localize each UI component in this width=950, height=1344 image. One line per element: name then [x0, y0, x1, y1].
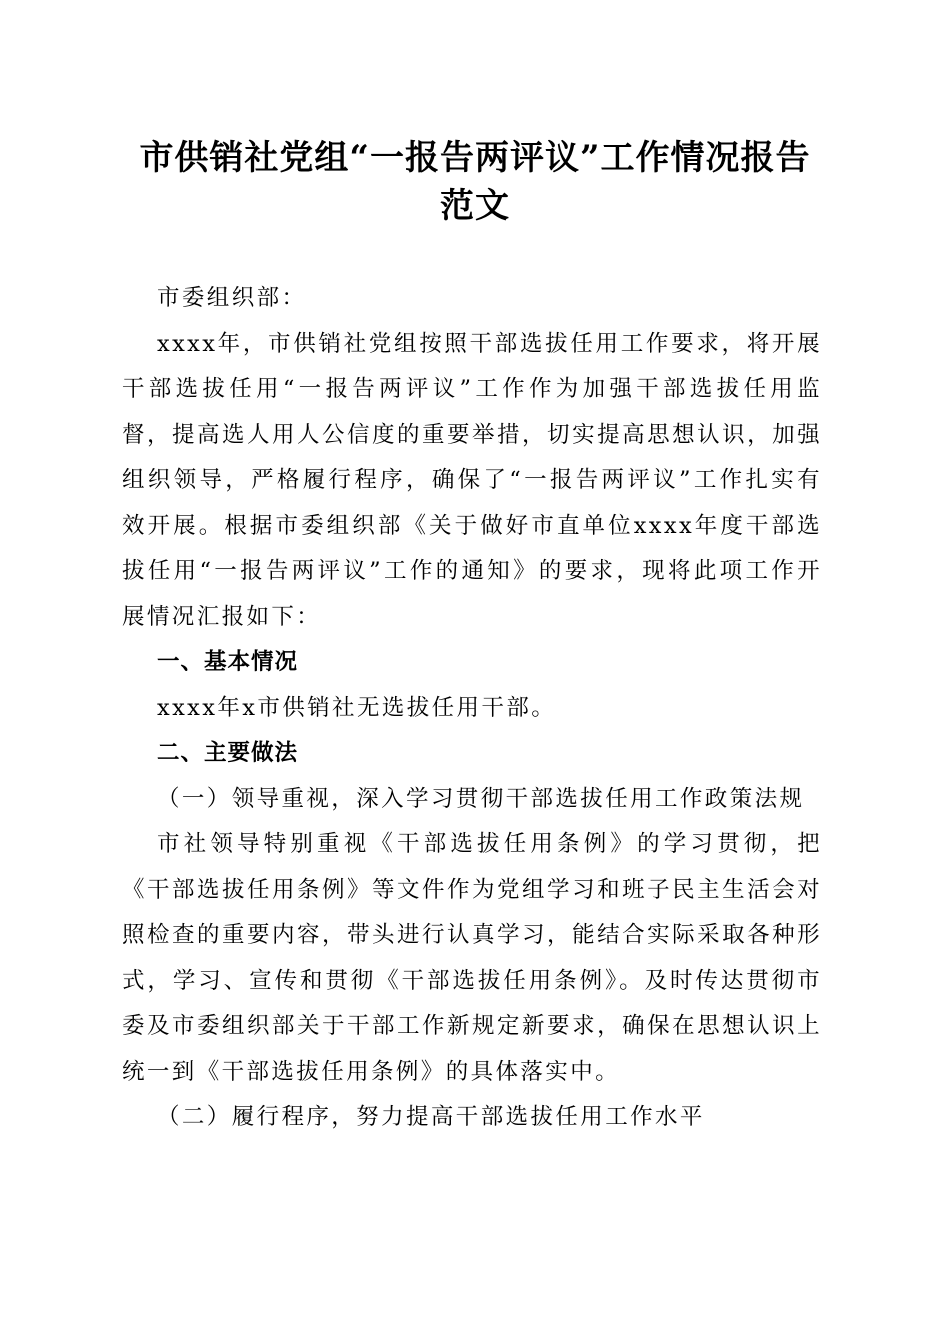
subsection2-heading: （二）履行程序，努力提高干部选拔任用工作水平	[157, 1104, 705, 1130]
intro-paragraph: xxxx年，市供销社党组按照干部选拔任用工作要求，将开展干部选拔任用“一报告两评议”工作作为加强干部选拔任用监督，提高选人用人公信度的重要举措，切实提高思想认识，加强组织领导，严格履行程序，确保了“一报告两评议”工作扎实有效开展。根据市委组织部《关于做好市直单位xxxx年度干部选拔任用“一报告两评议”工作的通知》的要求，现将此项工作开展情况汇报如下：	[122, 330, 822, 630]
document-body	[122, 276, 822, 1141]
document-title-line2: 范文	[440, 186, 510, 226]
document-title-line1: 市供销社党组“一报告两评议”工作情况报告	[139, 138, 811, 178]
section2-heading: 二、主要做法	[157, 740, 299, 766]
subsection1-text: 市社领导特别重视《干部选拔任用条例》的学习贯彻，把《干部选拔任用条例》等文件作为党组学习和班子民主生活会对照检查的重要内容，带头进行认真学习，能结合实际采取各种形式，学习、宣传和贯彻《干部选拔任用条例》。及时传达贯彻市委及市委组织部关于干部工作新规定新要求，确保在思想认识上统一到《干部选拔任用条例》的具体落实中。	[122, 831, 822, 1085]
salutation: 市委组织部：	[157, 285, 307, 311]
section1-text: xxxx年x市供销社无选拔任用干部。	[157, 694, 557, 721]
section1-heading: 一、基本情况	[157, 649, 299, 675]
subsection1-heading: （一）领导重视，深入学习贯彻干部选拔任用工作政策法规	[157, 785, 805, 812]
